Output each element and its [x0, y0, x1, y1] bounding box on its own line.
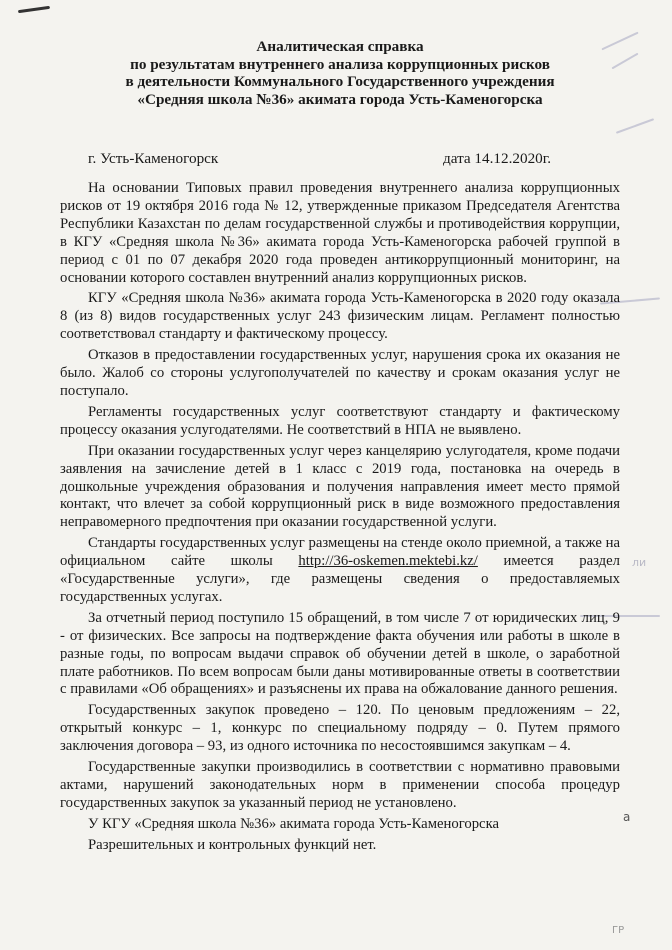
paragraph: Государственных закупок проведено – 120. По ценовым предложениям – 22, открытый конкурс – 1, конкурс по специальному подряду – 0. Путем прямого заключения договора – 93, из одного источника по несостоявшимся закупкам – 4.: [60, 702, 620, 755]
paragraph: Отказов в предоставлении государственных услуг, нарушения срока их оказания не было. Жалоб со стороны услугополучателей по качеству и срокам оказания услуг не поступало.: [60, 347, 620, 399]
title-line: «Средняя школа №36» акимата города Усть-Каменогорска: [137, 90, 543, 108]
paragraph: При оказании государственных услуг через канцелярию услугодателя, кроме подачи заявления на зачисление детей в 1 класс с 2019 года, постановка на очередь в дошкольные учреждения образования и получения направления имеет место прямой контакт, что влечет за собой коррупционный риск в виде возможного предоставления неправомерного предпочтения при оказании государственной услуги.: [60, 442, 620, 531]
paragraph: КГУ «Средняя школа №36» акимата города Усть-Каменогорска в 2020 году оказала 8 (из 8) видов государственных услуг 243 физическим лицам. Регламент полностью соответствовал стандарту и фактическому процессу.: [60, 290, 620, 343]
document-meta: [88, 150, 588, 168]
title-line: в деятельности Коммунального Государственного учреждения: [125, 73, 555, 90]
document-body: [60, 180, 620, 858]
text: Стандарты государственных услуг размещены на стенде около приемной, а также на официальном сайте школы: [60, 535, 620, 570]
title-line: Аналитическая справка: [256, 38, 424, 55]
document-title: [60, 38, 620, 108]
school-website-link[interactable]: http://36-oskemen.mektebi.kz/: [298, 553, 478, 570]
document-date: дата 14.12.2020г.: [443, 150, 552, 167]
paragraph: Разрешительных и контрольных функций нет.: [88, 836, 377, 853]
title-line: по результатам внутреннего анализа коррупционных рисков: [130, 55, 550, 73]
paragraph: Регламенты государственных услуг соответствуют стандарту и фактическому процессу оказания услугодателями. Не соответствий в НПА не выявлено.: [60, 403, 620, 438]
paragraph: За отчетный период поступило 15 обращений, в том числе 7 от юридических лиц, 9 - от физических. Все запросы на подтверждение факта обучения или работы в школе в разные годы, по вопросам выдачи справок об обучении детей в школе, о заработной плате работников. По всем вопросам были даны мотивированные ответы в соответствии с правилами «Об обращениях» и разъяснены их права на обжалование данного решения.: [60, 609, 620, 698]
paragraph: У КГУ «Средняя школа №36» акимата города Усть-Каменогорска: [88, 815, 500, 832]
margin-mark: ГР: [612, 925, 625, 936]
paragraph-website: [60, 535, 620, 607]
margin-mark: ли: [632, 556, 647, 569]
pen-mark: [18, 6, 50, 13]
paragraph: На основании Типовых правил проведения внутреннего анализа коррупционных рисков от 19 октября 2016 года № 12, утвержденные приказом Председателя Агентства Республики Казахстан по делам государственной службы и противодействия коррупции, в КГУ «Средняя школа №36» акимата города Усть-Каменогорска рабочей группой в период с 01 по 07 декабря 2020 года проведен антикоррупционный мониторинг, на основании которого составлен внутренний анализ коррупционных рисков.: [60, 180, 620, 286]
paragraph: Государственные закупки производились в соответствии с нормативно правовыми актами, нарушений законодательных норм в применении способа процедур государственных закупок за указанный период не установлено.: [60, 759, 620, 811]
margin-mark: а: [623, 810, 631, 824]
text: имеется раздел «Государственные услуги», где размещены сведения о предоставляемых государственных услугах.: [60, 553, 620, 605]
bleed-through-mark: [616, 118, 654, 134]
city: г. Усть-Каменогорск: [88, 150, 219, 167]
